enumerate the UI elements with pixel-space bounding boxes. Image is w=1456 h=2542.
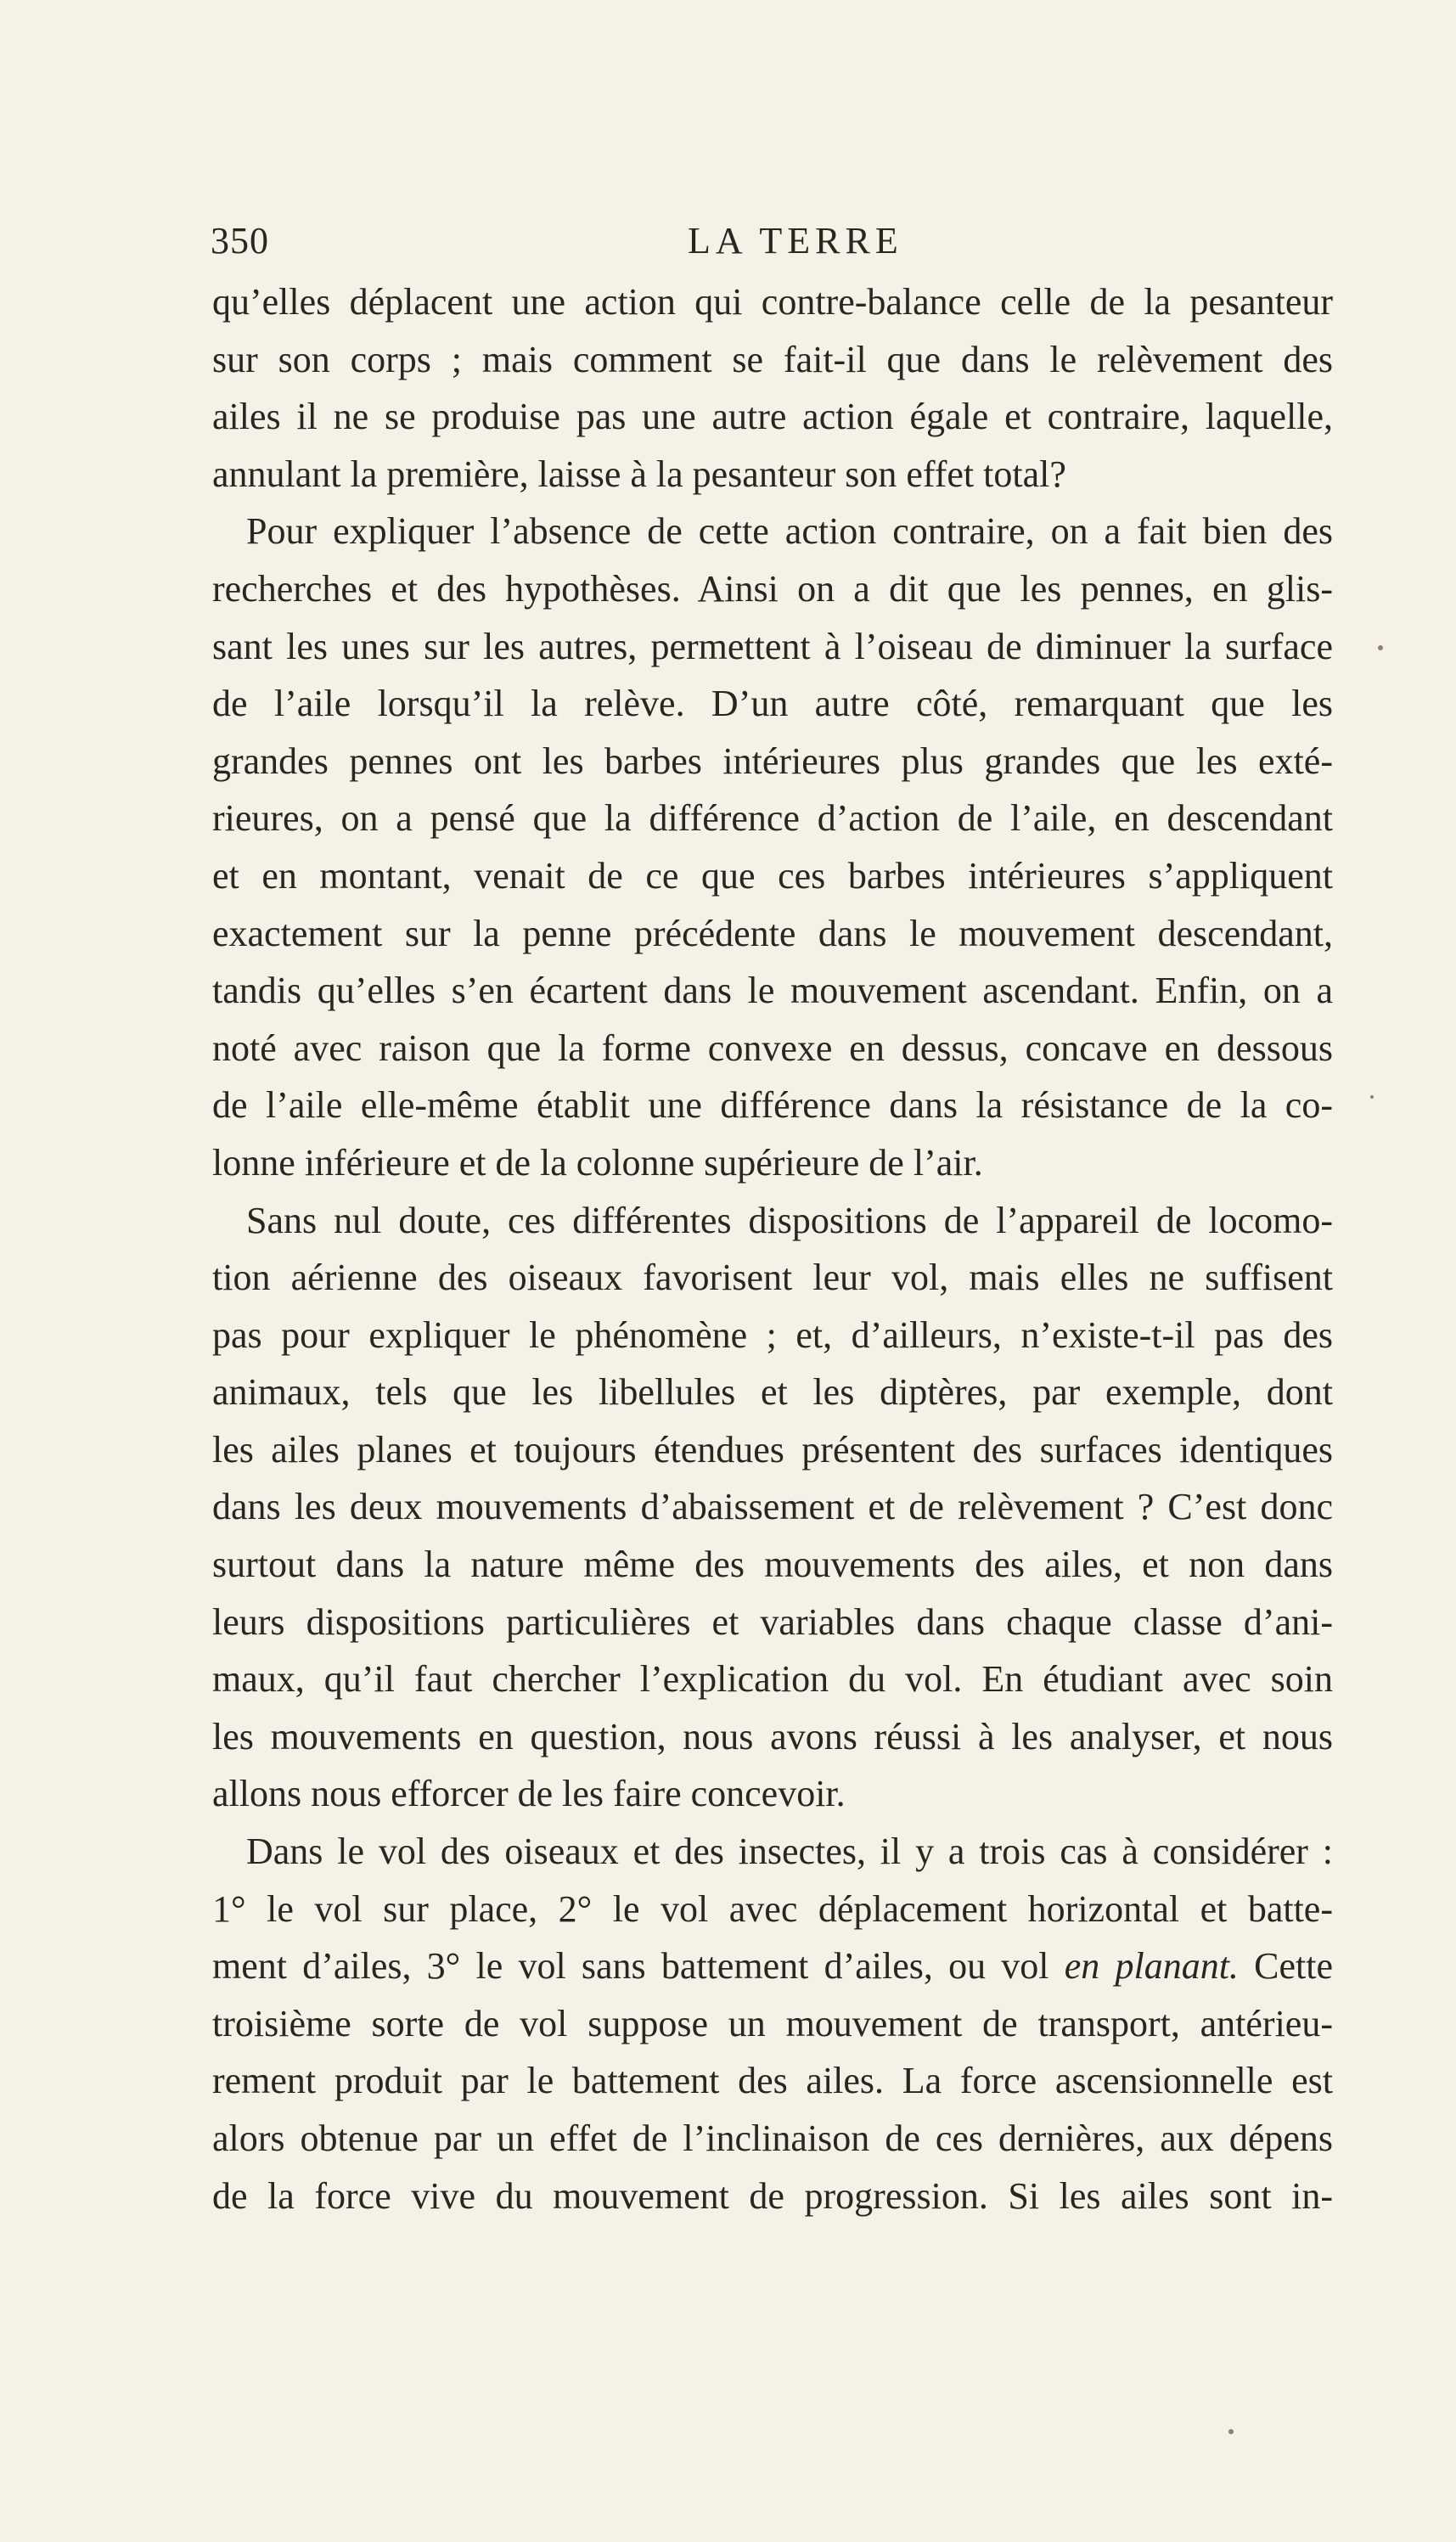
text-fragment: Cette <box>1254 1945 1334 1988</box>
text-line: de l’aile elle-même établit une différence dans la résistance de la co- <box>212 1084 1333 1127</box>
text-line: et en montant, venait de ce que ces barbes intérieures s’appliquent <box>212 854 1333 897</box>
page-number: 350 <box>211 220 269 262</box>
text-line: dans les deux mouvements d’abaissement et de relèvement ? C’est donc <box>212 1486 1333 1528</box>
running-head <box>211 219 1335 278</box>
text-line: exactement sur la penne précédente dans le mouvement descendant, <box>212 912 1333 954</box>
text-line: de la force vive du mouvement de progression. Si les ailes sont in- <box>212 2174 1333 2217</box>
text-line: troisième sorte de vol suppose un mouvement de transport, antérieu- <box>212 2002 1333 2044</box>
text-line: sant les unes sur les autres, permettent à l’oiseau de diminuer la surface <box>212 625 1333 667</box>
text-line: ailes il ne se produise pas une autre action égale et contraire, laquelle, <box>212 396 1333 438</box>
text-line: tion aérienne des oiseaux favorisent leur vol, mais elles ne suffisent <box>212 1257 1333 1299</box>
ink-speck <box>1228 2429 1234 2434</box>
running-title: LA TERRE <box>688 220 903 262</box>
text-line: leurs dispositions particulières et variables dans chaque classe d’ani- <box>212 1600 1333 1643</box>
text-line: annulant la première, laisse à la pesanteur son effet total? <box>212 453 1066 495</box>
text-line: maux, qu’il faut chercher l’explication du vol. En étudiant avec soin <box>212 1658 1333 1701</box>
text-line: rieures, on a pensé que la différence d’action de l’aile, en descendant <box>212 797 1333 840</box>
text-line: les ailes planes et toujours étendues présentent des surfaces identiques <box>212 1428 1333 1471</box>
body-text <box>212 273 1333 2224</box>
text-fragment: ment d’ailes, 3° le vol sans battement d’ailes, ou vol <box>212 1945 1049 1988</box>
text-line: sur son corps ; mais comment se fait-il que dans le relèvement des <box>212 338 1333 380</box>
text-line: de l’aile lorsqu’il la relève. D’un autre côté, remarquant que les <box>212 683 1333 725</box>
text-line: tandis qu’elles s’en écartent dans le mouvement ascendant. Enfin, on a <box>212 970 1333 1012</box>
text-line: grandes pennes ont les barbes intérieures plus grandes que les exté- <box>212 740 1333 782</box>
text-line: alors obtenue par un effet de l’inclinaison de ces dernières, aux dépens <box>212 2117 1333 2159</box>
text-line-with-italic <box>212 1937 1333 1995</box>
text-line: noté avec raison que la forme convexe en dessus, concave en dessous <box>212 1026 1333 1069</box>
text-line: Sans nul doute, ces différentes dispositions de l’appareil de locomo- <box>246 1199 1333 1241</box>
text-line: allons nous efforcer de les faire concevoir. <box>212 1773 846 1815</box>
ink-speck <box>1370 1095 1374 1099</box>
text-line: 1° le vol sur place, 2° le vol avec déplacement horizontal et batte- <box>212 1887 1333 1930</box>
ink-speck <box>1378 645 1383 650</box>
text-line: recherches et des hypothèses. Ainsi on a dit que les pennes, en glis- <box>212 567 1333 610</box>
text-line: animaux, tels que les libellules et les diptères, par exemple, dont <box>212 1371 1333 1414</box>
text-line: rement produit par le battement des ailes. La force ascensionnelle est <box>212 2060 1333 2102</box>
text-line: Dans le vol des oiseaux et des insectes, il y a trois cas à considérer : <box>246 1831 1333 1873</box>
text-line: lonne inférieure et de la colonne supérieure de l’air. <box>212 1141 983 1184</box>
text-line: les mouvements en question, nous avons réussi à les analyser, et nous <box>212 1715 1333 1757</box>
text-line: pas pour expliquer le phénomène ; et, d’ailleurs, n’existe-t-il pas des <box>212 1313 1333 1356</box>
text-line: Pour expliquer l’absence de cette action contraire, on a fait bien des <box>246 510 1333 553</box>
text-line: qu’elles déplacent une action qui contre-balance celle de la pesanteur <box>212 281 1333 323</box>
text-line: surtout dans la nature même des mouvements des ailes, et non dans <box>212 1544 1333 1586</box>
italic-term: en planant. <box>1064 1945 1239 1988</box>
